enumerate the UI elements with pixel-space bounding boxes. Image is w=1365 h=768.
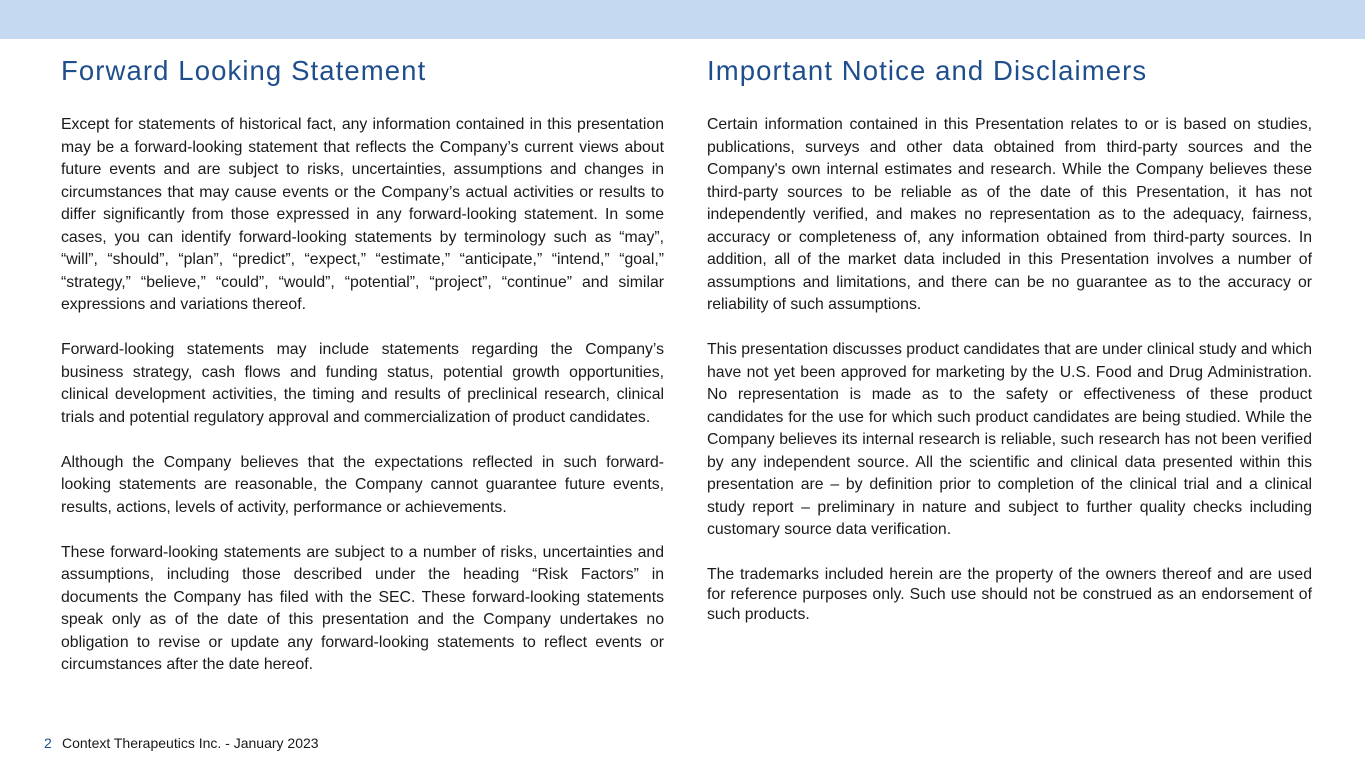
footer [44, 734, 319, 752]
forward-looking-paragraph-3: Although the Company believes that the expectations reflected in such forward-looking statements are reasonable, the Company cannot guarantee future events, results, actions, levels of activity, performance or achievements. [61, 453, 664, 516]
header-band [0, 0, 1365, 39]
forward-looking-statement-section [61, 54, 664, 677]
forward-looking-heading: Forward Looking Statement [61, 55, 427, 86]
important-notice-section [707, 54, 1312, 625]
important-notice-heading: Important Notice and Disclaimers [707, 55, 1148, 86]
footer-company-date: Context Therapeutics Inc. - January 2023 [62, 735, 319, 751]
important-notice-paragraph-1: Certain information contained in this Presentation relates to or is based on studies, publications, surveys and other data obtained from third-party sources and the Company's own internal estimates and research. While the Company believes these third-party sources to be reliable as of the date of this Presentation, it has not independently verified, and makes no representation as to the adequacy, fairness, accuracy or completeness of, any information obtained from third-party sources. In addition, all of the market data included in this Presentation involves a number of assumptions and limitations, and there can be no guarantee as to the accuracy or reliability of such assumptions. [707, 116, 1312, 313]
forward-looking-body [61, 114, 664, 677]
forward-looking-paragraph-1: Except for statements of historical fact, any information contained in this presentation may be a forward-looking statement that reflects the Company’s current views about future events and are subject to risks, uncertainties, assumptions and changes in circumstances that may cause events or the Company’s actual activities or results to differ significantly from those expressed in any forward-looking statement. In some cases, you can identify forward-looking statements by terminology such as “may”, “will”, “should”, “plan”, “predict”, “expect,” “estimate,” “anticipate,” “intend,” “goal,” “strategy,” “believe,” “could”, “would”, “potential”, “project”, “continue” and similar expressions and variations thereof. [61, 116, 664, 313]
important-notice-paragraph-3: The trademarks included herein are the property of the owners thereof and are used for reference purposes only. Such use should not be construed as an endorsement of such products. [707, 565, 1312, 623]
page-number: 2 [44, 735, 52, 751]
important-notice-body [707, 114, 1312, 625]
forward-looking-paragraph-2: Forward-looking statements may include statements regarding the Company’s business strategy, cash flows and funding status, potential growth opportunities, clinical development activities, the timing and results of preclinical research, clinical trials and potential regulatory approval and commercialization of product candidates. [61, 341, 664, 426]
important-notice-paragraph-2: This presentation discusses product candidates that are under clinical study and which have not yet been approved for marketing by the U.S. Food and Drug Administration. No representation is made as to the safety or effectiveness of these product candidates for the use for which such product candidates are being studied. While the Company believes its internal research is reliable, such research has not been verified by any independent source. All the scientific and clinical data presented within this presentation are – by definition prior to completion of the clinical trial and a clinical study report – preliminary in nature and subject to further quality checks including customary source data verification. [707, 341, 1313, 538]
forward-looking-paragraph-4: These forward-looking statements are subject to a number of risks, uncertainties and assumptions, including those described under the heading “Risk Factors” in documents the Company has filed with the SEC. These forward-looking statements speak only as of the date of this presentation and the Company undertakes no obligation to revise or update any forward-looking statements to reflect events or circumstances after the date hereof. [61, 543, 664, 673]
